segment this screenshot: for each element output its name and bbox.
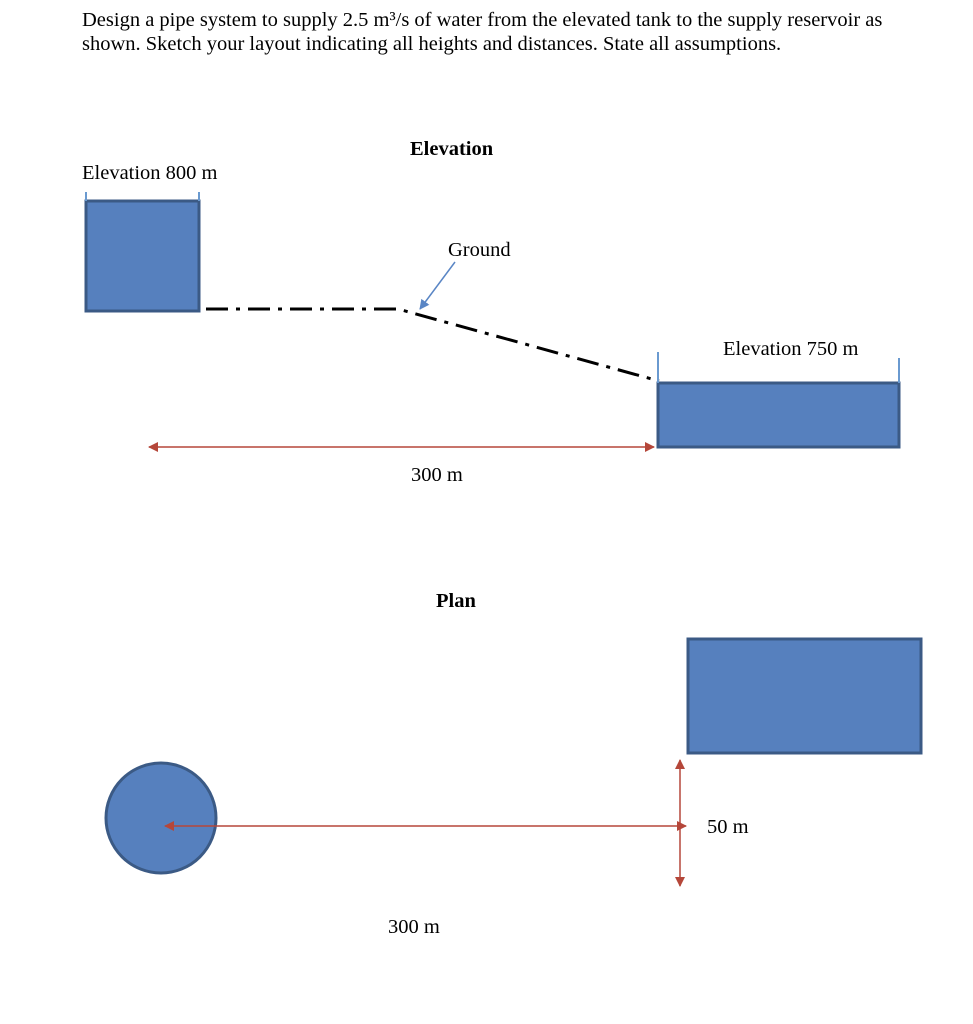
- ground-label: Ground: [448, 239, 511, 261]
- ground-pointer-arrow: [420, 262, 455, 309]
- lower-reservoir: [658, 352, 899, 447]
- upper-tank-elevation-label: Elevation 800 m: [82, 162, 218, 184]
- elevation-heading: Elevation: [410, 138, 494, 160]
- ground-profile: [206, 309, 659, 381]
- plan-reservoir: [688, 639, 921, 753]
- lower-reservoir-elevation-label: Elevation 750 m: [723, 338, 859, 360]
- plan-tank-circle: [106, 763, 216, 873]
- lower-reservoir-body: [658, 383, 899, 447]
- plan-horizontal-distance-label: 300 m: [388, 916, 440, 938]
- plan-heading: Plan: [436, 590, 476, 612]
- problem-statement: Design a pipe system to supply 2.5 m³/s of water from the elevated tank to the supply reservoir as shown. Sketch your layout indicating all heights and distances. State all assumptions.: [82, 9, 883, 55]
- upper-tank: [86, 192, 199, 311]
- ground-line: [206, 309, 659, 381]
- upper-tank-body: [86, 201, 199, 311]
- plan-offset-distance-label: 50 m: [707, 816, 749, 838]
- elevation-distance-label: 300 m: [411, 464, 463, 486]
